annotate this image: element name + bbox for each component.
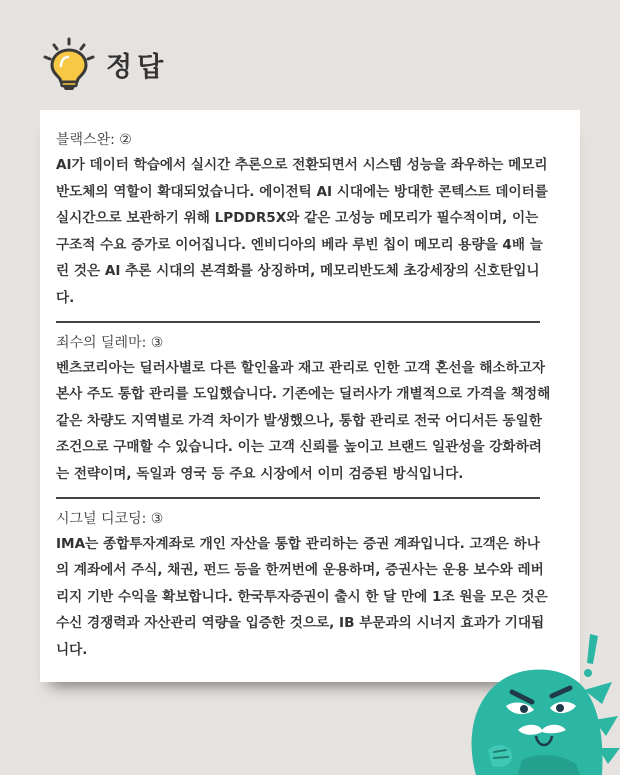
answer-section-black-swan: [56, 128, 552, 312]
section-divider: [56, 497, 540, 499]
section-label: 시그널 디코딩: ③: [56, 510, 164, 527]
page-header: [40, 36, 168, 92]
section-divider: [56, 321, 540, 323]
lightbulb-icon: [40, 36, 98, 92]
section-label: 블랙스완: ②: [56, 132, 132, 148]
section-label: 죄수의 딜레마: ③: [56, 334, 164, 351]
answer-card: [40, 110, 580, 682]
answer-section-prisoners-dilemma: [56, 331, 552, 488]
section-body: 벤츠코리아는 딜러사별로 다른 할인율과 재고 관리로 인한 고객 혼선을 해소하고자 본사 주도 통합 관리를 도입했습니다. 기존에는 딜러사가 개별적으로 가격을 책정해 같은 차량도 지역별로 가격 차이가 발생했으나, 통합 관리로 전국 어디서든 동일한 조건으로 구매할 수 있습니다. 이는 고객 신뢰를 높이고 브랜드 일관성을 강화하려는 전략이며, 독일과 영국 등 주요 시장에서 이미 검증된 방식입니다.: [56, 359, 551, 482]
section-body: AI가 데이터 학습에서 실시간 추론으로 전환되면서 시스템 성능을 좌우하는 메모리반도체의 역할이 확대되었습니다. 에이전틱 AI 시대에는 방대한 콘텍스트 데이터를 실시간으로 보관하기 위해 LPDDR5X와 같은 고성능 메모리가 필수적이며, 이는 구조적 수요 증가로 이어집니다. 엔비디아의 베라 루빈 칩이 메모리 용량을 4배 늘린 것은 AI 추론 시대의 본격화를 상징하며, 메모리반도체 초강세장의 신호탄입니다.: [56, 157, 548, 306]
section-body: IMA는 종합투자계좌로 개인 자산을 통합 관리하는 증권 계좌입니다. 고객은 하나의 계좌에서 주식, 채권, 펀드 등을 한꺼번에 운용하며, 증권사는 운용 보수와 레버리지 기반 수익을 확보합니다. 한국투자증권이 출시 한 달 만에 1조 원을 모은 것은 수신 경쟁력과 자산관리 역량을 입증한 것으로, IB 부문과의 시너지 효과가 기대됩니다.: [56, 535, 548, 658]
page-title: 정답: [106, 51, 169, 83]
dinosaur-mascot: [466, 630, 620, 775]
